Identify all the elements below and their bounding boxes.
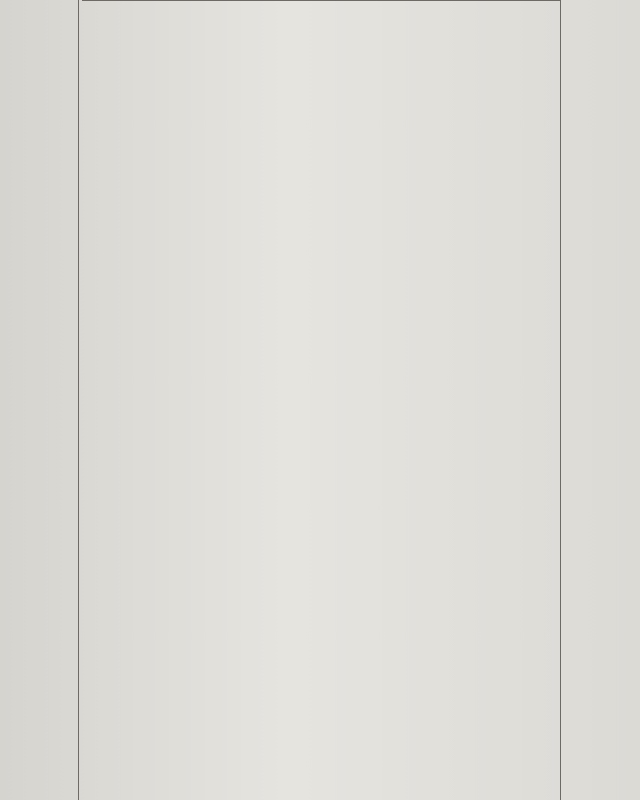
column-rule-left	[78, 0, 79, 800]
main-column	[82, 0, 560, 800]
column-rule-right	[560, 0, 561, 800]
section-divider	[82, 0, 560, 1]
left-column	[0, 0, 72, 800]
right-column	[562, 0, 640, 800]
